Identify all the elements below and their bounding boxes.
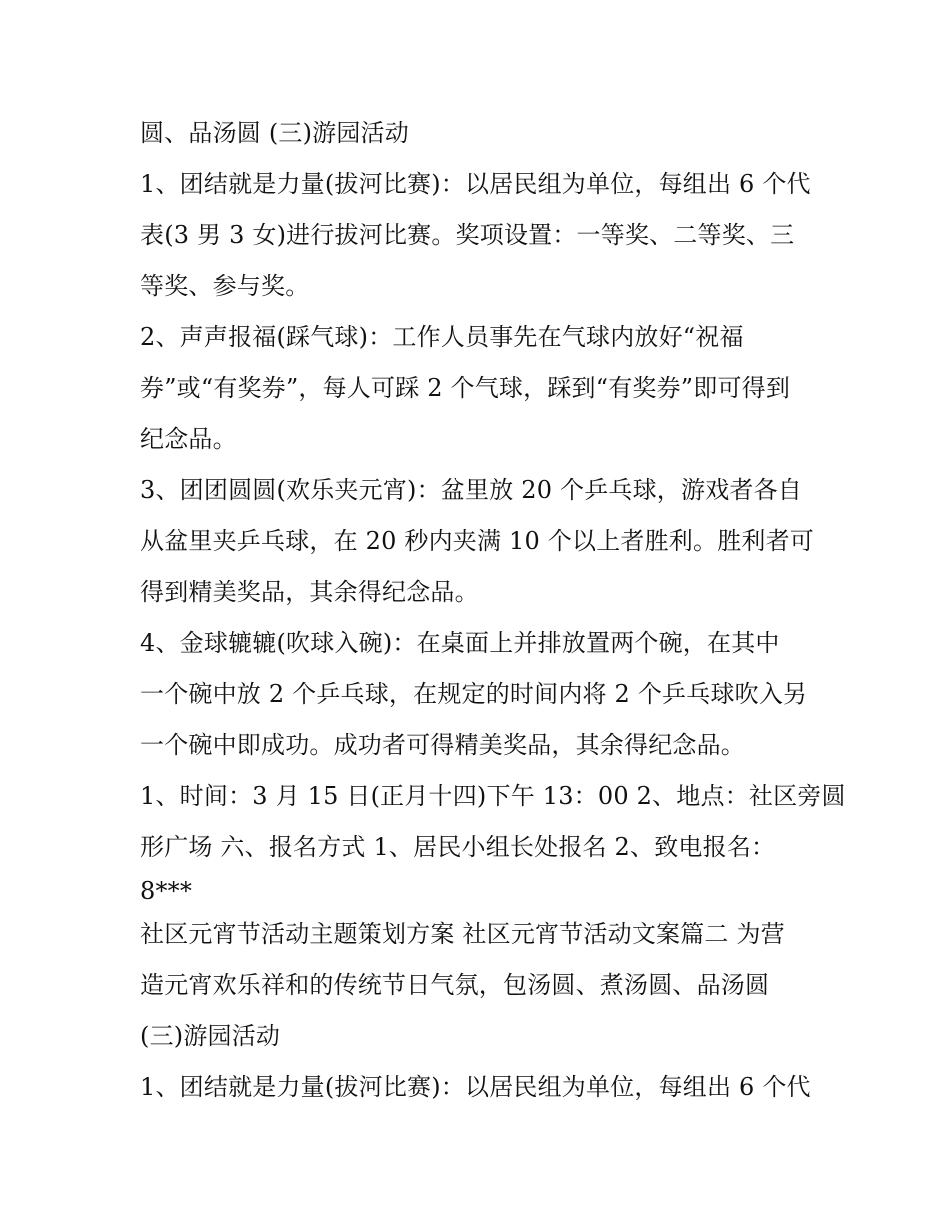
text-line: 1、时间：3 月 15 日(正月十四)下午 13：00 2、地点：社区旁圆 <box>140 782 846 810</box>
text-line: 等奖、参与奖。 <box>140 272 310 300</box>
text-line: 从盆里夹乒乓球，在 20 秒内夹满 10 个以上者胜利。胜利者可 <box>140 527 814 555</box>
text-line: 圆、品汤圆 (三)游园活动 <box>140 119 409 147</box>
text-line: 造元宵欢乐祥和的传统节日气氛，包汤圆、煮汤圆、品汤圆 <box>140 971 770 999</box>
text-line: 纪念品。 <box>140 425 237 453</box>
text-line: (三)游园活动 <box>140 1022 281 1050</box>
text-line: 得到精美奖品，其余得纪念品。 <box>140 578 479 606</box>
text-line: 一个碗中即成功。成功者可得精美奖品，其余得纪念品。 <box>140 731 745 759</box>
text-line: 表(3 男 3 女)进行拔河比赛。奖项设置：一等奖、二等奖、三 <box>140 221 795 249</box>
text-line: 券”或“有奖券”，每人可踩 2 个气球，踩到“有奖券”即可得到 <box>140 374 791 402</box>
text-line: 社区元宵节活动主题策划方案 社区元宵节活动文案篇二 为营 <box>140 920 785 948</box>
text-line: 8*** <box>140 877 193 905</box>
document-body <box>140 108 846 1113</box>
text-line: 形广场 六、报名方式 1、居民小组长处报名 2、致电报名： <box>140 833 776 861</box>
text-line: 3、团团圆圆(欢乐夹元宵)：盆里放 20 个乒乓球，游戏者各自 <box>140 476 802 504</box>
text-line: 2、声声报福(踩气球)：工作人员事先在气球内放好“祝福 <box>140 323 744 351</box>
text-line: 4、金球辘辘(吹球入碗)：在桌面上并排放置两个碗，在其中 <box>140 629 780 657</box>
text-line: 1、团结就是力量(拔河比赛)：以居民组为单位，每组出 6 个代 <box>140 170 811 198</box>
text-line: 1、团结就是力量(拔河比赛)：以居民组为单位，每组出 6 个代 <box>140 1073 811 1101</box>
text-line: 一个碗中放 2 个乒乓球，在规定的时间内将 2 个乒乓球吹入另 <box>140 680 808 708</box>
